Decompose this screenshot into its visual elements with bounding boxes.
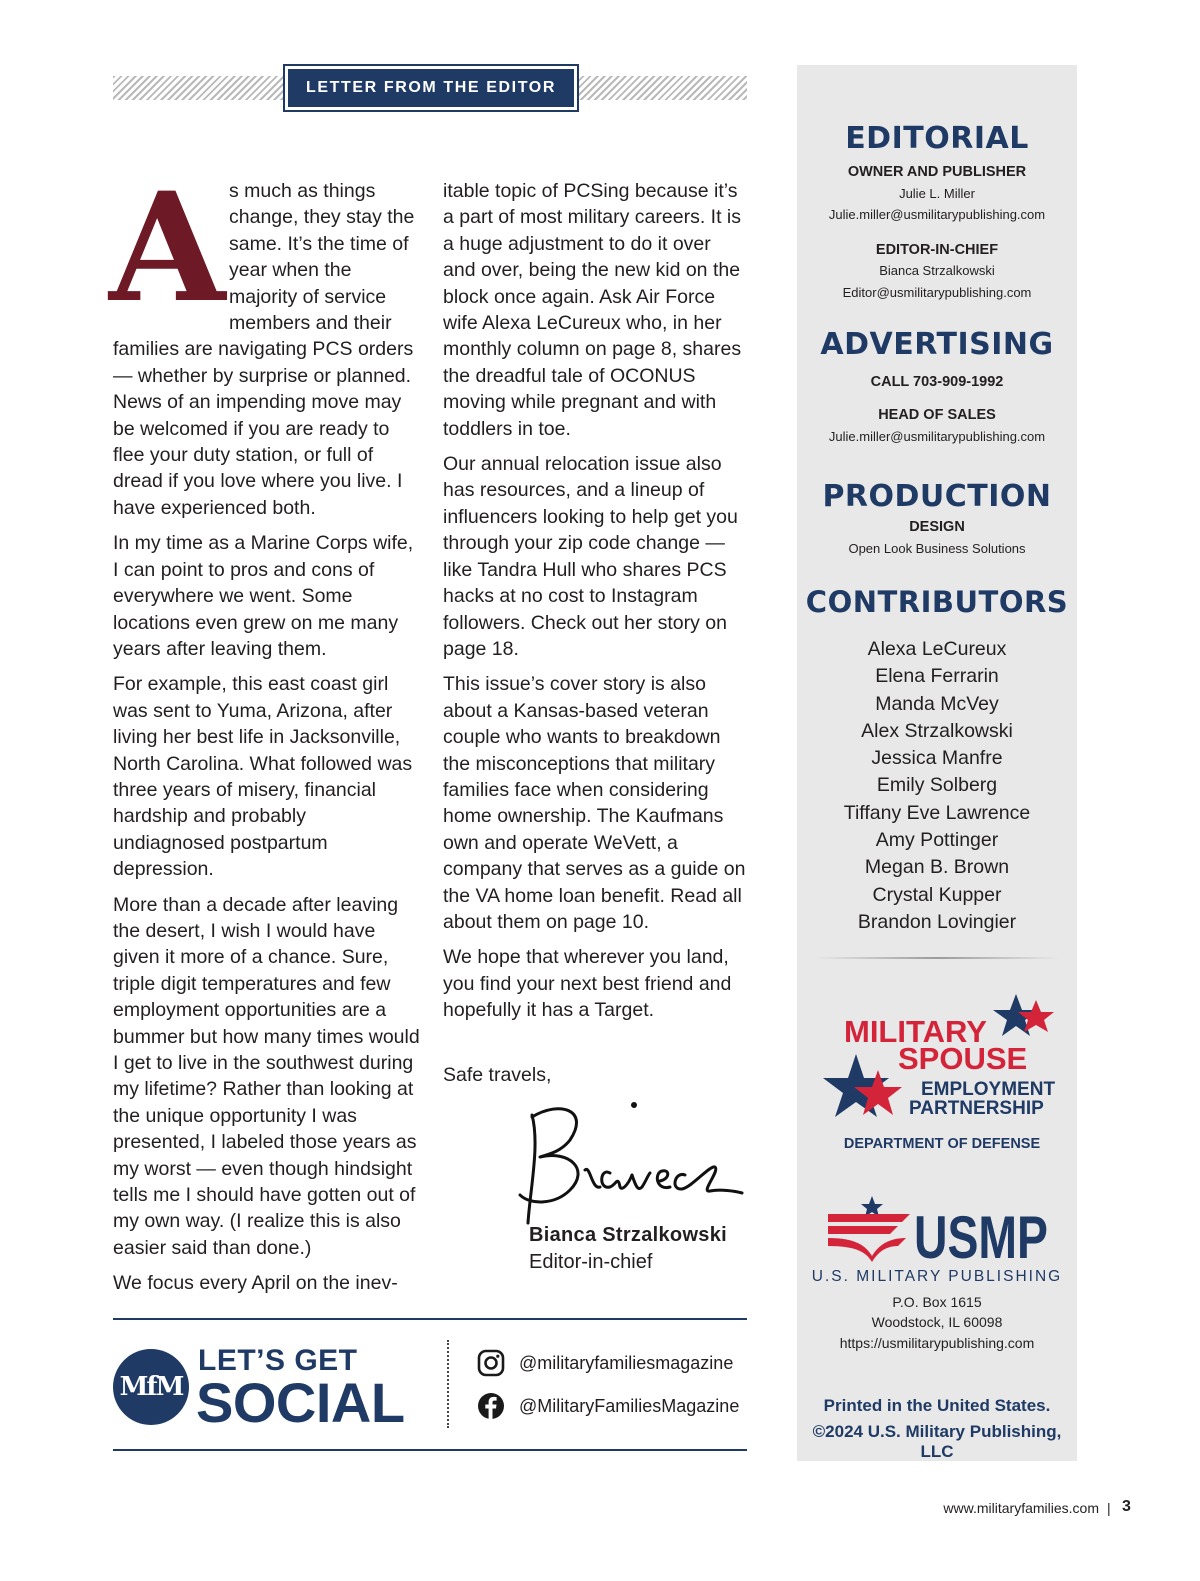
footer-url[interactable]: www.militaryfamilies.com — [943, 1500, 1099, 1516]
paragraph-text: s much as things change, they stay the same. It’s the time of year when the majority of service members and their families are navigating PCS orders — whether by surprise or planned. News of an impending move may be welcomed if you are ready to flee your duty station, or full of dread if you love where you live. I have experienced both. — [113, 180, 415, 519]
po-box: P.O. Box 1615 — [892, 1294, 982, 1310]
sales-label: HEAD OF SALES — [878, 407, 996, 423]
social-heading: SOCIAL — [196, 1371, 405, 1434]
design-label: DESIGN — [909, 519, 965, 535]
msep-line1: MILITARY — [844, 1014, 987, 1049]
msep-logo — [826, 990, 1058, 1155]
letter-paragraph: This issue’s cover story is also about a Kansas-based veteran couple who wants to breakdown the misconceptions that military families face when considering home ownership. The Kaufmans own and operate WeVett, a company that serves as a guide on the VA home loan benefit. Read all about them on page 10. — [443, 673, 746, 933]
contributor-name: Alexa LeCureux — [867, 638, 1007, 660]
star-icon — [861, 1196, 883, 1217]
divider-rule — [113, 1449, 747, 1451]
usmp-url[interactable]: https://usmilitarypublishing.com — [839, 1335, 1035, 1351]
contributor-name: Elena Ferrarin — [875, 665, 999, 688]
signature-title: Editor-in-chief — [529, 1251, 653, 1273]
contributor-name: Brandon Lovingier — [857, 910, 1017, 933]
msep-line3: EMPLOYMENT — [921, 1079, 1056, 1100]
facebook-icon — [477, 1392, 505, 1420]
design-name: Open Look Business Solutions — [848, 541, 1026, 556]
contributor-name: Crystal Kupper — [872, 883, 1002, 906]
lets-get-heading: LET’S GET — [198, 1344, 358, 1377]
mfm-logo: MfM — [113, 1349, 189, 1425]
editorial-heading: EDITORIAL — [845, 121, 1029, 156]
contributors-heading: CONTRIBUTORS — [805, 585, 1069, 619]
instagram-handle[interactable]: @militaryfamiliesmagazine — [519, 1352, 734, 1373]
letter-paragraph: We hope that wherever you land, you find your next best friend and hopefully it has a Target. — [443, 946, 732, 1022]
closing-line: Safe travels, — [443, 1064, 552, 1086]
editor-label: EDITOR-IN-CHIEF — [875, 242, 999, 258]
letter-column-left — [109, 160, 423, 1306]
facebook-row[interactable] — [477, 1391, 739, 1421]
contributor-name: Alex Strzalkowski — [861, 719, 1013, 742]
editor-name: Bianca Strzalkowski — [879, 263, 995, 278]
contributor-name: Emily Solberg — [876, 774, 998, 797]
owner-label: OWNER AND PUBLISHER — [847, 164, 1027, 180]
letter-paragraph: In my time as a Marine Corps wife, I can point to pros and cons of everywhere we went. Some locations even grew on me many years after leaving them. — [113, 532, 414, 660]
msep-line4: PARTNERSHIP — [909, 1098, 1044, 1119]
contributor-list — [797, 636, 1077, 936]
letter-paragraph: itable topic of PCSing because it’s a part of most military careers. It is a huge adjustment to do it over and over, being the new kid on the block once again. Ask Air Force wife Alexa LeCureux who, in her monthly column on page 8, shares the dreadful tale of OCONUS moving while pregnant and with toddlers in toe. — [443, 180, 742, 440]
banner-title: LETTER FROM THE EDITOR — [288, 69, 574, 107]
facebook-handle[interactable]: @MilitaryFamiliesMagazine — [519, 1395, 740, 1416]
footer-separator: | — [1107, 1500, 1111, 1516]
owner-email[interactable]: Julie.miller@usmilitarypublishing.com — [828, 207, 1046, 222]
contributor-name: Megan B. Brown — [864, 856, 1010, 879]
section-banner — [113, 64, 747, 112]
owner-name: Julie L. Miller — [899, 186, 975, 201]
usmp-subtitle: U.S. MILITARY PUBLISHING — [811, 1268, 1063, 1285]
hatch-decoration-left — [113, 76, 285, 100]
drop-cap: A — [109, 160, 226, 336]
contributor-name: Jessica Manfre — [871, 747, 1003, 770]
contributor-name: Tiffany Eve Lawrence — [843, 801, 1031, 824]
editor-email[interactable]: Editor@usmilitarypublishing.com — [842, 285, 1032, 300]
sidebar-divider — [815, 957, 1059, 959]
instagram-icon — [477, 1349, 505, 1377]
letter-paragraph: More than a decade after leaving the desert, I wish I would have given it more of a chance. Sure, triple digit temperatures and few employment opportunities are a bummer but how many times would I get to live in the southwest during my lifetime? Rather than looking at the unique opportunity I was presented, I labeled those years as my worst — even though hindsight tells me I should have gotten out of my own way. (I realize this is also easier said than done.) — [113, 893, 420, 1259]
banner-box — [283, 64, 579, 112]
letter-paragraph: Our annual relocation issue also has resources, and a lineup of influencers looking to help get you through your zip code change — like Tandra Hull who shares PCS hacks at no cost to Instagram followers. Check out her story on page 18. — [443, 453, 738, 660]
sales-email[interactable]: Julie.miller@usmilitarypublishing.com — [828, 429, 1046, 444]
letter-paragraph: For example, this east coast girl was sent to Yuma, Arizona, after living her best life in Jacksonville, North Carolina. What followed was three years of misery, financial hardship and probably undiagnosed postpartum depression. — [113, 673, 413, 881]
printed-notice: Printed in the United States. — [823, 1396, 1051, 1415]
divider-rule — [113, 1318, 747, 1320]
advertising-phone: CALL 703-909-1992 — [870, 374, 1004, 390]
production-heading: PRODUCTION — [822, 479, 1052, 514]
signature-name: Bianca Strzalkowski — [529, 1224, 728, 1246]
letter-paragraph — [109, 160, 423, 521]
page-number: 3 — [1122, 1498, 1131, 1515]
contributor-name: Amy Pottinger — [875, 829, 999, 852]
usmp-wordmark: USMP — [914, 1204, 1048, 1271]
city-state-zip: Woodstock, IL 60098 — [871, 1314, 1003, 1330]
letter-column-right — [443, 178, 748, 1033]
handwritten-signature — [510, 1095, 750, 1230]
instagram-row[interactable] — [477, 1348, 733, 1378]
letter-paragraph: We focus every April on the inev- — [113, 1272, 398, 1295]
dotted-separator — [447, 1340, 449, 1428]
hatch-decoration-right — [575, 76, 747, 100]
advertising-heading: ADVERTISING — [820, 327, 1054, 362]
msep-line5: DEPARTMENT OF DEFENSE — [843, 1136, 1041, 1152]
copyright-notice: ©2024 U.S. Military Publishing, LLC — [812, 1422, 1062, 1461]
contributor-name: Manda McVey — [875, 692, 999, 715]
msep-line2: SPOUSE — [898, 1041, 1028, 1076]
